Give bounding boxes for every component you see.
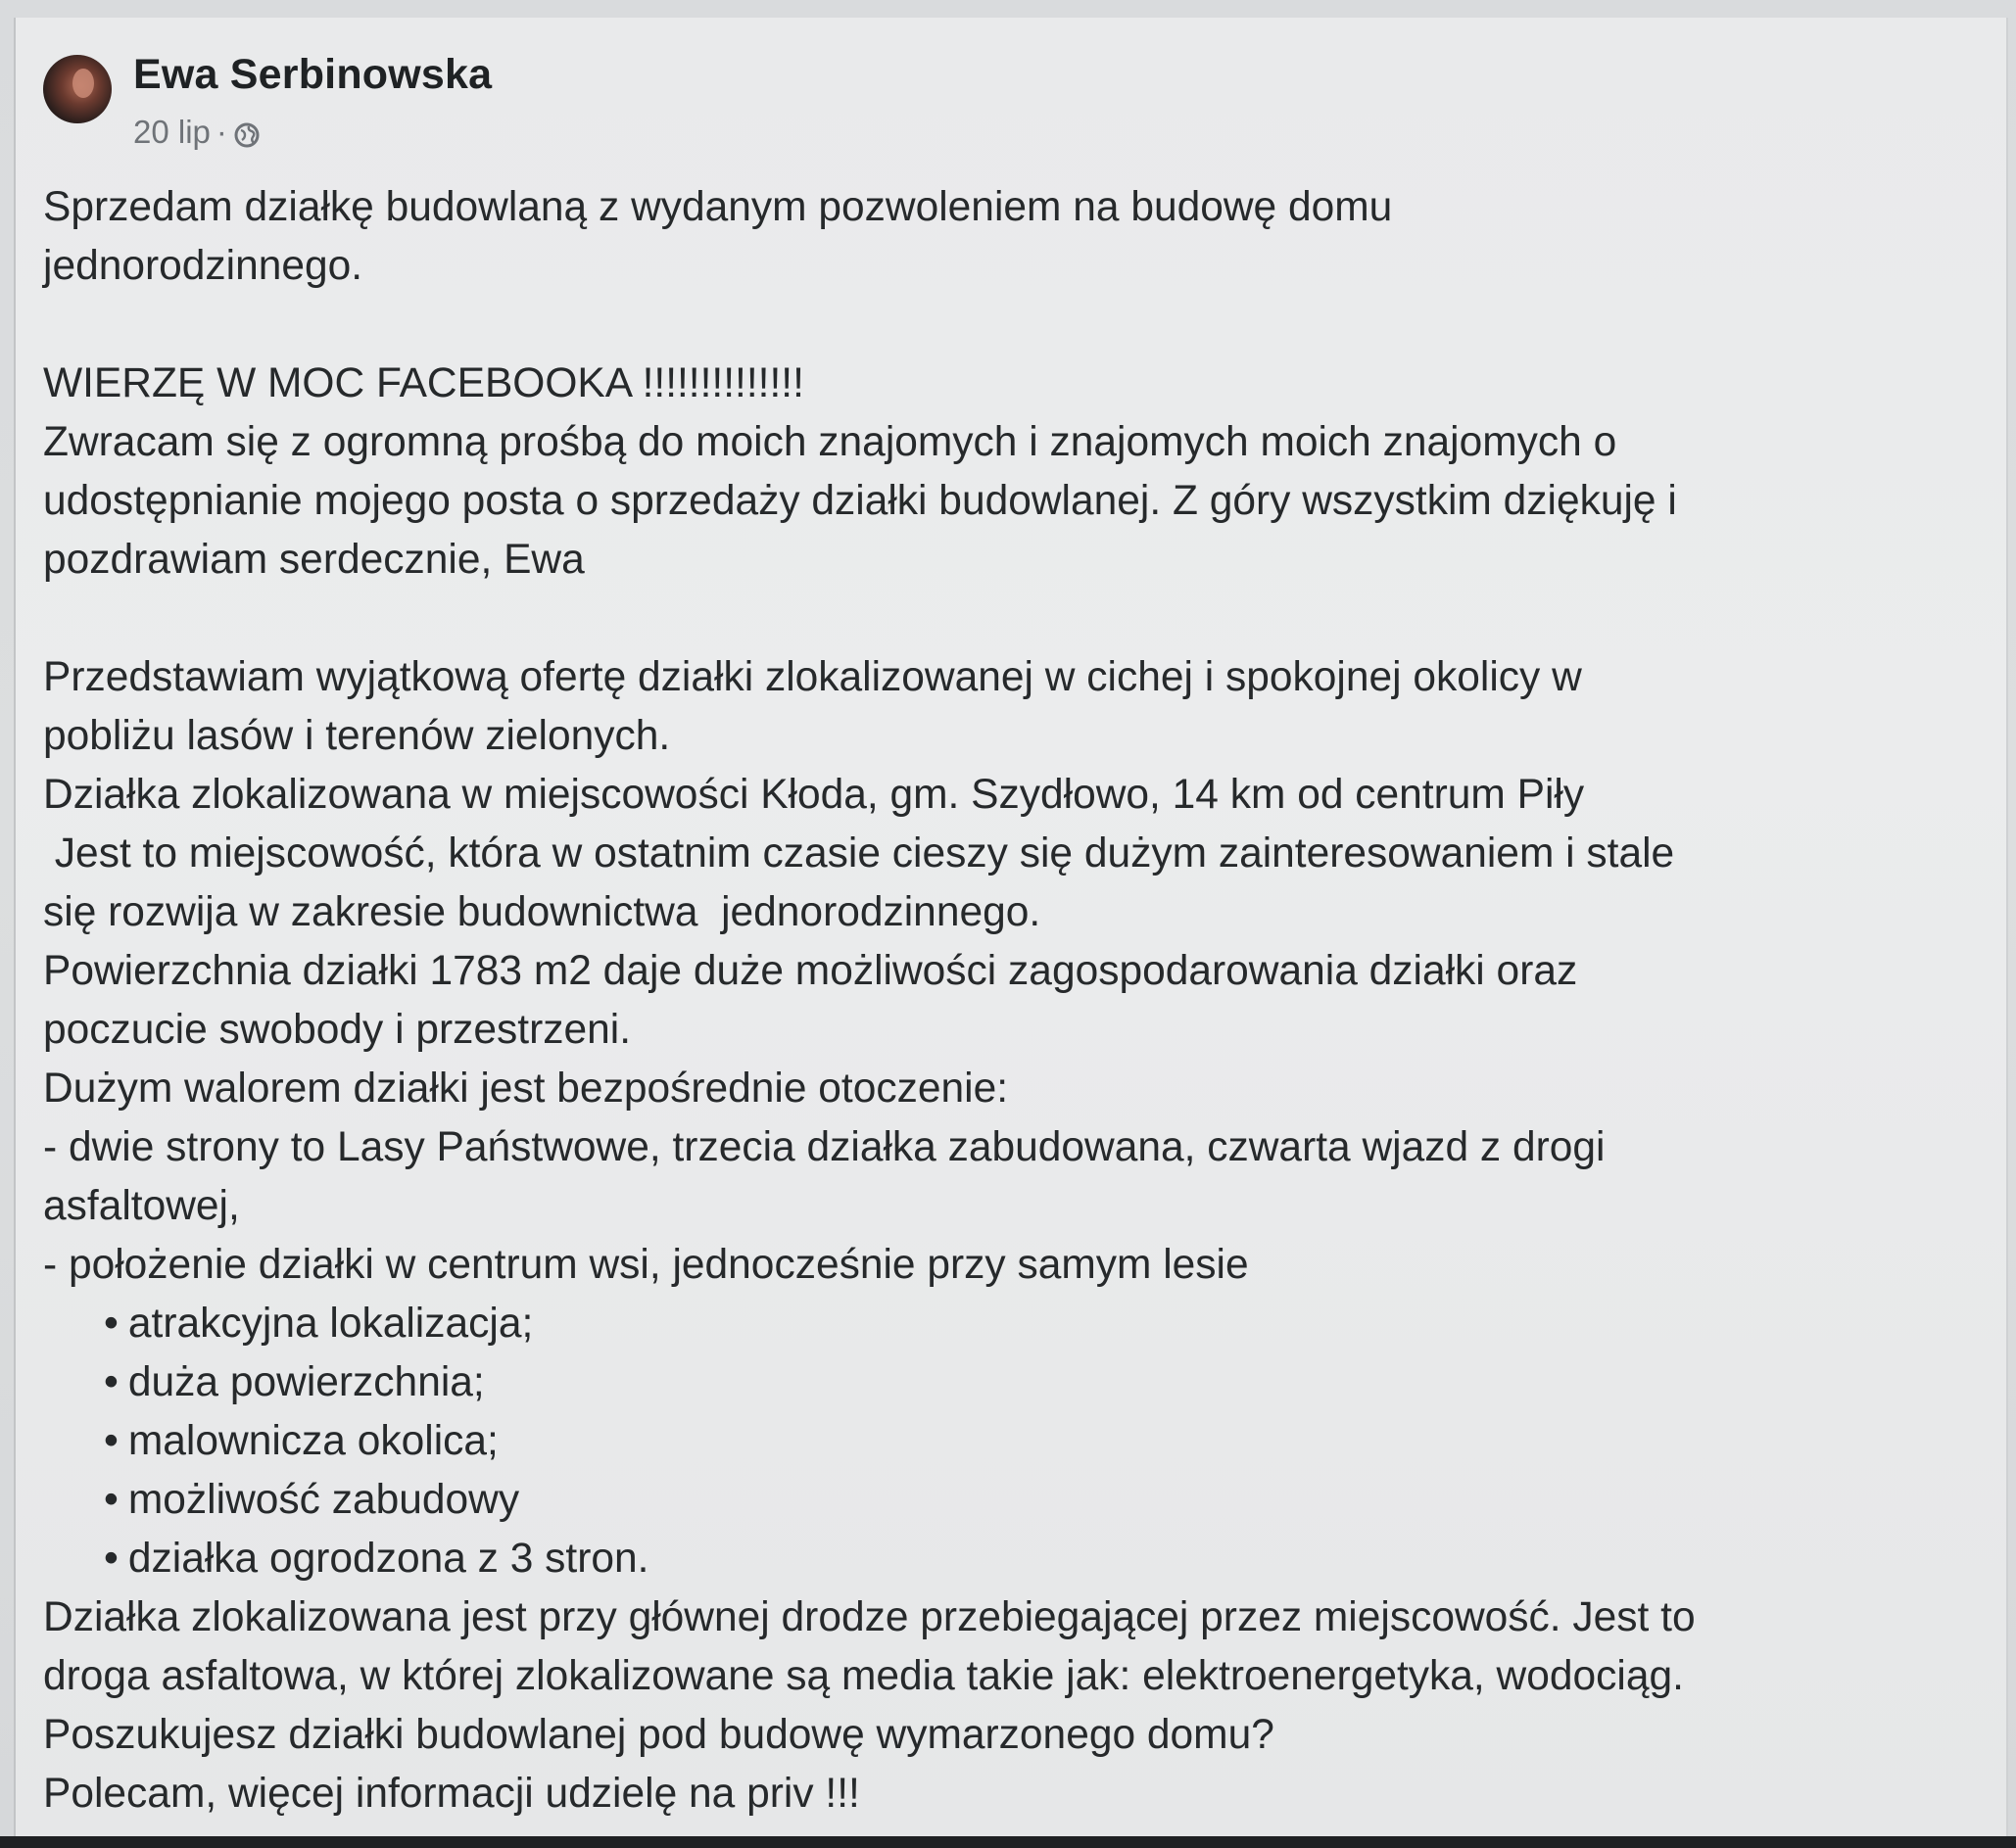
post-line: udostępnianie mojego posta o sprzedaży działki budowlanej. Z góry wszystkim dziękuję i: [43, 478, 1677, 524]
post-line: Poszukujesz działki budowlanej pod budowę wymarzonego domu?: [43, 1712, 1274, 1758]
post-line: droga asfaltowa, w której zlokalizowane są media takie jak: elektroenergetyka, wodociąg.: [43, 1653, 1684, 1699]
post-line: Jest to miejscowość, która w ostatnim czasie cieszy się dużym zainteresowaniem i stale: [43, 830, 1675, 877]
post-line: się rozwija w zakresie budownictwa jednorodzinnego.: [43, 889, 1041, 935]
post-line: Działka zlokalizowana w miejscowości Kłoda, gm. Szydłowo, 14 km od centrum Piły: [43, 772, 1585, 818]
post-line: jednorodzinnego.: [43, 243, 363, 289]
bullet-item: [43, 1353, 1983, 1412]
bullet-text: malownicza okolica;: [127, 1418, 499, 1464]
post-line: pozdrawiam serdecznie, Ewa: [43, 537, 585, 583]
post-meta: [133, 114, 261, 151]
bullet-item: [43, 1530, 1983, 1588]
post-line: pobliżu lasów i terenów zielonych.: [43, 713, 671, 759]
post-line: - dwie strony to Lasy Państwowe, trzecia działka zabudowana, czwarta wjazd z drogi: [43, 1124, 1606, 1170]
post-line: Zwracam się z ogromną prośbą do moich znajomych i znajomych moich znajomych o: [43, 419, 1617, 465]
avatar-face: [72, 69, 94, 98]
bullet-text: działka ogrodzona z 3 stron.: [127, 1536, 649, 1582]
post-line: asfaltowej,: [43, 1183, 240, 1229]
post-line: Dużym walorem działki jest bezpośrednie otoczenie:: [43, 1066, 1009, 1112]
post-line: Sprzedam działkę budowlaną z wydanym pozwoleniem na budowę domu: [43, 184, 1393, 230]
author-name[interactable]: Ewa Serbinowska: [133, 51, 493, 98]
bullet-dot: •: [104, 1359, 119, 1405]
globe-icon[interactable]: [233, 119, 261, 147]
post-header: [43, 51, 729, 150]
bullet-dot: •: [104, 1477, 119, 1523]
post-line: Przedstawiam wyjątkową ofertę działki zlokalizowanej w cichej i spokojnej okolicy w: [43, 654, 1582, 700]
bullet-item: [43, 1295, 1983, 1353]
bullet-item: [43, 1471, 1983, 1530]
bullet-dot: •: [104, 1301, 119, 1347]
bullet-text: możliwość zabudowy: [127, 1477, 520, 1523]
post-body: [43, 178, 1983, 1824]
post-line: poczucie swobody i przestrzeni.: [43, 1007, 632, 1053]
meta-separator: ·: [216, 114, 227, 150]
avatar[interactable]: [43, 55, 112, 123]
post-line: - położenie działki w centrum wsi, jednocześnie przy samym lesie: [43, 1242, 1249, 1288]
bullet-item: [43, 1412, 1983, 1471]
post-line: [43, 296, 1983, 355]
bullet-text: duża powierzchnia;: [127, 1359, 485, 1405]
post-line: WIERZĘ W MOC FACEBOOKA !!!!!!!!!!!!!!: [43, 360, 804, 406]
bullet-text: atrakcyjna lokalizacja;: [127, 1301, 534, 1347]
post-date[interactable]: 20 lip: [133, 114, 211, 150]
bullet-dot: •: [104, 1536, 119, 1582]
post-line: Działka zlokalizowana jest przy głównej drodze przebiegającej przez miejscowość. Jest to: [43, 1594, 1696, 1640]
post-line: Polecam, więcej informacji udzielę na priv !!!: [43, 1771, 860, 1817]
bullet-dot: •: [104, 1418, 119, 1464]
post-line: [43, 590, 1983, 648]
post-line: Powierzchnia działki 1783 m2 daje duże możliwości zagospodarowania działki oraz: [43, 948, 1578, 994]
screen-bottom-edge: [0, 1836, 2016, 1848]
